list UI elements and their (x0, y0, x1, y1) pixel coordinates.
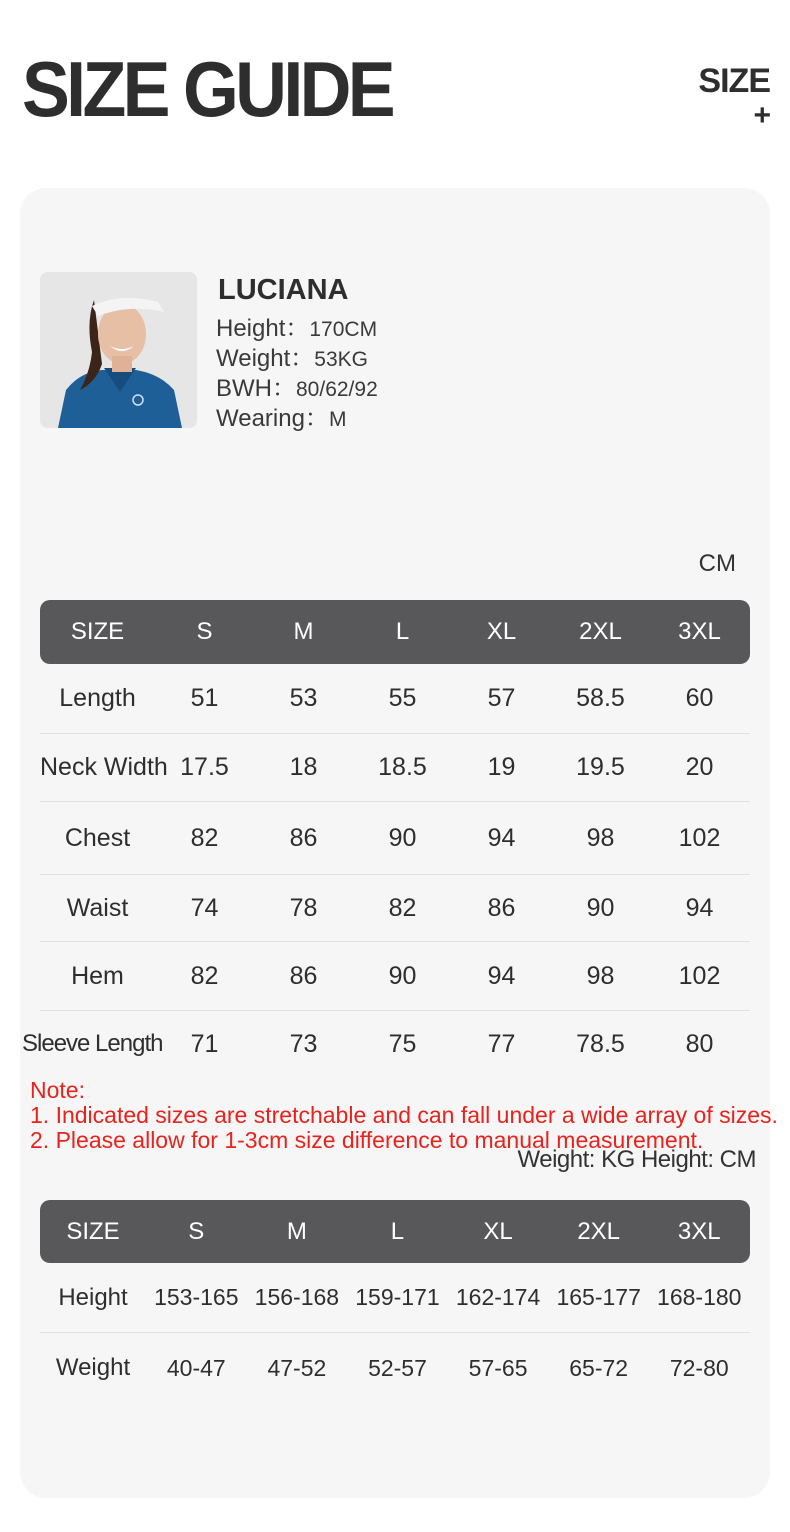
header-cell: SIZE (70, 618, 125, 645)
table-cell: 82 (190, 961, 219, 990)
model-stat-height (216, 314, 378, 344)
header-cell: S (188, 1217, 205, 1245)
row-label: Height (58, 1283, 128, 1311)
table-cell: 102 (678, 823, 721, 852)
header-cell: 2XL (577, 1217, 621, 1245)
table-cell: 168-180 (657, 1284, 742, 1310)
table-cell: 162-174 (455, 1284, 541, 1310)
header-cell: S (196, 618, 213, 645)
note-heading: Note: (30, 1077, 85, 1103)
table-cell: 47-52 (267, 1354, 327, 1381)
table-row (40, 664, 750, 734)
stat-label: Height： (216, 315, 310, 342)
table-cell: 71 (190, 1029, 219, 1058)
table-cell: 72-80 (669, 1354, 729, 1381)
table-cell: 165-177 (556, 1284, 641, 1310)
model-photo (40, 272, 197, 428)
stat-value: 53KG (314, 348, 368, 371)
header-cell: 2XL (579, 618, 622, 645)
table-cell: 86 (289, 823, 318, 852)
table-cell: 86 (487, 893, 516, 922)
table-cell: 80 (685, 1029, 714, 1058)
stat-label: BWH： (216, 375, 296, 402)
brand-logo (698, 64, 770, 131)
table-cell: 55 (388, 684, 417, 712)
page-title: SIZE GUIDE (22, 45, 392, 133)
row-label: Waist (66, 893, 129, 922)
model-stat-wearing (216, 404, 378, 434)
table-cell: 57 (487, 684, 516, 712)
table-cell: 90 (388, 823, 417, 852)
table-cell: 90 (586, 893, 615, 922)
table-cell: 98 (586, 823, 615, 852)
header-cell: 3XL (677, 1217, 721, 1245)
table-cell: 153-165 (154, 1284, 239, 1310)
size-chart-unit: CM (698, 550, 736, 577)
model-stat-weight (216, 344, 378, 374)
table-cell: 18 (289, 753, 318, 781)
model-stats (216, 314, 378, 434)
table-row (40, 1263, 750, 1333)
table-cell: 57-65 (468, 1354, 528, 1381)
fit-chart-table (40, 1200, 750, 1403)
size-notes (30, 1078, 778, 1153)
table-row (40, 802, 750, 875)
header-cell: L (395, 618, 410, 645)
table-cell: 18.5 (378, 753, 427, 781)
row-label: Neck Width (40, 753, 168, 781)
table-cell: 74 (190, 893, 219, 922)
header-cell: XL (486, 618, 517, 645)
table-cell: 94 (487, 823, 516, 852)
header-cell: SIZE (66, 1217, 120, 1245)
table-cell: 94 (685, 893, 714, 922)
fit-chart-header (40, 1200, 750, 1263)
row-label: Chest (64, 823, 131, 852)
table-cell: 78 (289, 893, 318, 922)
table-cell: 98 (586, 961, 615, 990)
header-cell: XL (483, 1217, 513, 1245)
row-label: Weight (55, 1354, 131, 1381)
stat-value: 170CM (309, 318, 378, 341)
model-stat-bwh (216, 374, 378, 404)
table-cell: 51 (190, 684, 219, 712)
table-row (40, 1333, 750, 1403)
header-cell: M (286, 1217, 307, 1245)
table-cell: 19 (487, 753, 516, 781)
fit-chart-unit: Weight: KG Height: CM (517, 1146, 756, 1173)
table-cell: 40-47 (166, 1354, 226, 1381)
table-cell: 20 (685, 753, 714, 781)
table-cell: 82 (190, 823, 219, 852)
table-cell: 82 (388, 893, 417, 922)
table-cell: 90 (388, 961, 417, 990)
table-cell: 53 (289, 684, 318, 712)
row-label: Hem (71, 961, 124, 990)
note-line: 2. Please allow for 1-3cm size difference to manual measurement. (30, 1127, 704, 1153)
stat-label: Weight： (216, 345, 315, 372)
table-cell: 78.5 (576, 1029, 625, 1058)
table-cell: 73 (289, 1029, 318, 1058)
table-cell: 60 (685, 684, 714, 712)
table-cell: 19.5 (576, 753, 625, 781)
table-cell: 75 (388, 1029, 417, 1058)
table-row (40, 734, 750, 802)
table-cell: 17.5 (180, 753, 229, 781)
model-name: LUCIANA (218, 274, 349, 306)
size-chart-header (40, 600, 750, 664)
table-cell: 58.5 (576, 684, 625, 712)
header-cell: 3XL (678, 618, 721, 645)
header-cell: L (390, 1217, 405, 1245)
brand-plus-icon: + (753, 98, 770, 132)
table-cell: 156-168 (254, 1284, 340, 1310)
row-label: Sleeve Length (22, 1030, 163, 1057)
table-cell: 77 (487, 1029, 516, 1058)
table-row (40, 942, 750, 1011)
stat-value: 80/62/92 (296, 378, 378, 401)
table-cell: 159-171 (355, 1284, 440, 1310)
brand-text: SIZE (698, 62, 770, 100)
stat-value: M (328, 408, 347, 431)
stat-label: Wearing： (216, 405, 329, 432)
note-line: 1. Indicated sizes are stretchable and can fall under a wide array of sizes. (30, 1102, 778, 1128)
table-row (22, 1011, 750, 1077)
table-cell: 102 (678, 961, 721, 990)
row-label: Length (59, 684, 136, 712)
size-chart-table (22, 600, 750, 1077)
table-cell: 86 (289, 961, 318, 990)
header-cell: M (293, 618, 314, 645)
model-photo-image (40, 272, 197, 428)
table-cell: 94 (487, 961, 516, 990)
table-cell: 52-57 (368, 1354, 427, 1381)
table-cell: 65-72 (569, 1354, 629, 1381)
table-row (40, 875, 750, 942)
